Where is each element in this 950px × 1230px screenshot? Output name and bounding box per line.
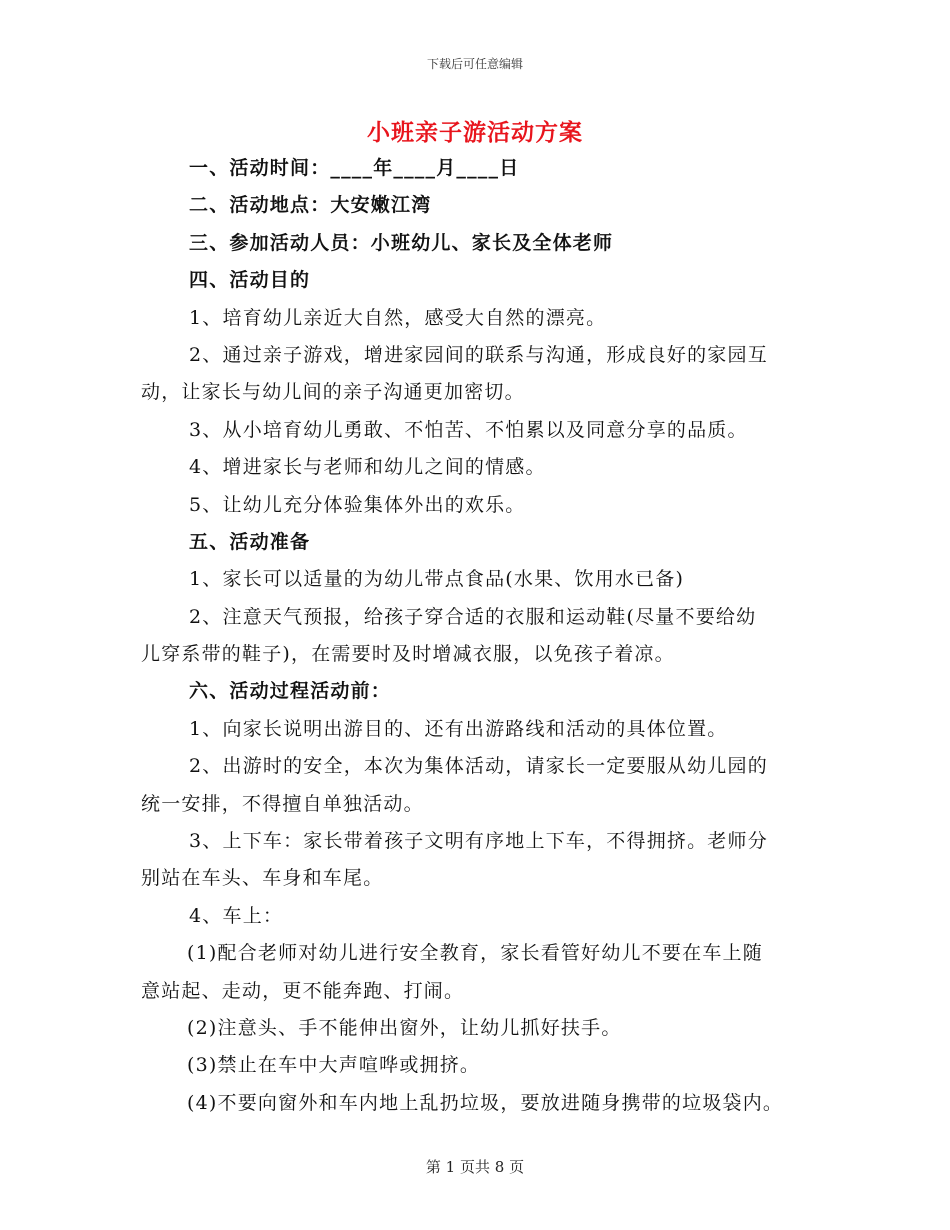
line-22: (1)配合老师对幼儿进行安全教育，家长看管好幼儿不要在车上随 (187, 942, 763, 965)
line-2: 二、活动地点：大安嫩江湾 (189, 194, 432, 217)
line-15: 六、活动过程活动前： (189, 680, 392, 703)
page-header: 下载后可任意编辑 (426, 57, 523, 71)
line-4: 四、活动目的 (189, 269, 311, 292)
line-3: 三、参加活动人员：小班幼儿、家长及全体老师 (189, 231, 614, 254)
line-17: 2、出游时的安全，本次为集体活动，请家长一定要服从幼儿园的 (189, 755, 768, 778)
line-25: (3)禁止在车中大声喧哗或拥挤。 (187, 1054, 481, 1077)
line-7: 动，让家长与幼儿间的亲子沟通更加密切。 (141, 381, 525, 404)
line-21: 4、车上： (189, 904, 284, 927)
line-11: 五、活动准备 (189, 530, 311, 553)
line-1: 一、活动时间：____年____月____日 (189, 157, 520, 179)
line-23: 意站起、走动，更不能奔跑、打闹。 (141, 979, 465, 1002)
line-13: 2、注意天气预报，给孩子穿合适的衣服和运动鞋(尽量不要给幼 (189, 605, 757, 628)
line-10: 5、让幼儿充分体验集体外出的欢乐。 (189, 493, 526, 516)
document-body (141, 150, 821, 1122)
page-footer: 第 1 页共 8 页 (425, 1158, 525, 1176)
line-8: 3、从小培育幼儿勇敢、不怕苦、不怕累以及同意分享的品质。 (189, 418, 748, 441)
line-6: 2、通过亲子游戏，增进家园间的联系与沟通，形成良好的家园互 (189, 343, 768, 366)
line-9: 4、增进家长与老师和幼儿之间的情感。 (189, 456, 546, 479)
line-16: 1、向家长说明出游目的、还有出游路线和活动的具体位置。 (189, 717, 728, 740)
line-19: 3、上下车：家长带着孩子文明有序地上下车，不得拥挤。老师分 (189, 830, 768, 853)
line-14: 儿穿系带的鞋子)，在需要时及时增减衣服，以免孩子着凉。 (141, 643, 675, 666)
line-5: 1、培育幼儿亲近大自然，感受大自然的漂亮。 (189, 306, 607, 329)
line-18: 统一安排，不得擅自单独活动。 (141, 792, 424, 815)
line-24: (2)注意头、手不能伸出窗外，让幼儿抓好扶手。 (187, 1016, 622, 1039)
line-12: 1、家长可以适量的为幼儿带点食品(水果、饮用水已备) (189, 568, 685, 591)
document-title: 小班亲子游活动方案 (367, 119, 583, 146)
line-26: (4)不要向窗外和车内地上乱扔垃圾，要放进随身携带的垃圾袋内。 (187, 1091, 784, 1114)
line-20: 别站在车头、车身和车尾。 (141, 867, 384, 890)
